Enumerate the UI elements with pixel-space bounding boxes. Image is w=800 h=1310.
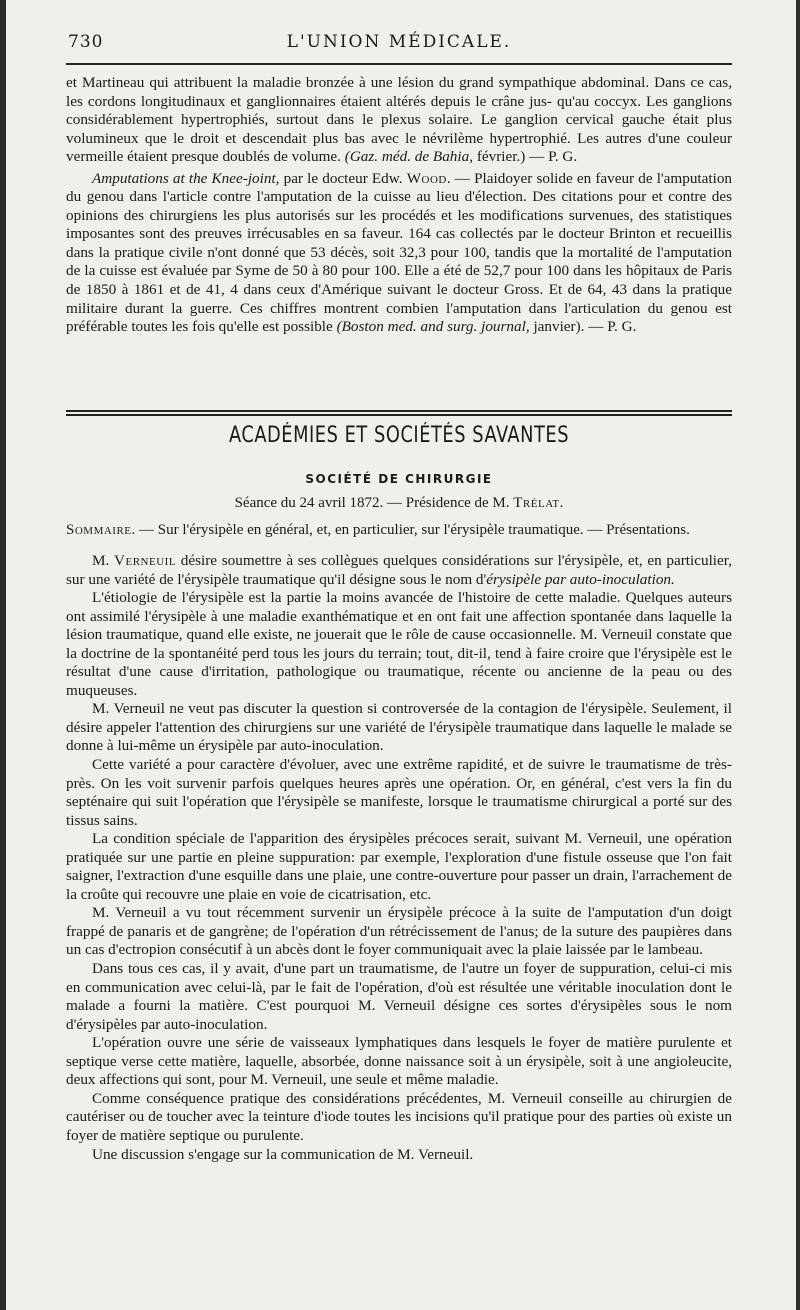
page-header <box>66 32 732 58</box>
citation-source: (Gaz. méd. de Bahia, <box>344 148 474 166</box>
report-paragraph: Cette variété a pour caractère d'évoluer, avec une extrême rapidité, et de suivre le traumatisme de très-près. On les voit survenir parfois quelques heures après une opération. Or, en général, c'est vers la fin du septénaire qui suit l'opération que l'érysipèle se manifeste, lorsque le traumatisme chirurgical a porté sur des tissus sains. <box>66 756 732 829</box>
text-line: qu'au coccyx. Les ganglions considérablement hypertrophiés, surtout dans le plexus solaire. <box>66 92 733 129</box>
page-number: 730 <box>68 32 104 52</box>
speaker-prefix: M. <box>92 552 115 569</box>
seance-line <box>66 495 732 512</box>
society-heading: SOCIÉTÉ DE CHIRURGIE <box>305 472 493 486</box>
text-line: Le ganglion cervical gauche était plus volumineux que le droit et descendait plus bas avec le <box>66 111 733 147</box>
section-divider <box>66 410 732 416</box>
article-text: . — Plaidoyer solide en faveur de l'amputation du genou dans l'article contre l'amputation de la cuisse au lieu d'élection. Des citations pour et contre des opinions des chirurgiens les plus autorisés sur les procédés et les modifications survenues, des statistiques imposantes sont des preuves irrécusables en sa faveur. 164 cas collectés par le docteur Brinton et recueillis dans la pratique civile n'ont donné que 53 décès, soit 32,3 pour 100, tandis que la mortalité de l'amputation de la cuisse est évaluée par Syme de 50 à 80 pour 100. Elle a été de 52,7 pour 100 dans les hôpitaux de Paris de 1850 à 1861 et de 41, 4 dans ceux d'Amérique suivant le docteur Gross. Et de 64, 43 dans la pratique militaire durant la guerre. Ces chiffres montrent combien l'amputation dans l'articulation du genou est préférable toutes les fois qu'elle est possible <box>66 169 733 336</box>
author-name: Wood <box>406 169 447 187</box>
term: érysipèle par auto-inoculation. <box>486 570 675 588</box>
sommaire-text: . — Sur l'érysipèle en général, et, en particulier, sur l'érysipèle traumatique. — Présentations. <box>131 522 690 538</box>
running-title: L'UNION MÉDICALE. <box>286 32 512 52</box>
text-line: Dans ce cas, les cordons longitudinaux et ganglionnaires étaient altérés depuis le crâne jus- <box>66 74 732 110</box>
report-paragraph: L'opération ouvre une série de vaisseaux lymphatiques dans lesquels le foyer de matière purulente et septique verse cette matière, laquelle, absorbée, donne naissance soit à un érysipèle, soit à une angioleucite, deux affections qui sont, pour M. Verneuil, une seule et même maladie. <box>66 1034 732 1089</box>
text-line: névrilème hypertrophié. Les autres d'une couleur vermeille étaient presque doublés de volume. <box>66 129 732 166</box>
citation-date: février.) — P. G. <box>473 148 578 166</box>
report-body <box>66 552 732 1164</box>
president-name: Trélat <box>513 495 560 511</box>
report-paragraph: Comme conséquence pratique des considérations précédentes, M. Verneuil conseille au chirurgien de cautériser ou de toucher avec la teinture d'iode toutes les incisions qu'il pratique pour des parties où existe un foyer de matière septique ou purulente. <box>66 1089 732 1144</box>
section-title: ACADÉMIES ET SOCIÉTÉS SAVANTES <box>228 423 570 448</box>
report-paragraph: M. Verneuil ne veut pas discuter la question si controversée de la contagion de l'érysipèle. Seulement, il désire appeler l'attention des chirurgiens sur une variété de l'érysipèle traumatique dans laquelle le malade se donne à lui-même un érysipèle par auto-inoculation. <box>66 700 732 755</box>
seance-text: Séance du 24 avril 1872. — Présidence de M. <box>234 495 514 511</box>
byline: par le docteur Edw. <box>279 169 407 187</box>
seance-end: . <box>559 495 564 511</box>
article-paragraph <box>66 74 732 167</box>
citation-source: (Boston med. and surg. journal, <box>336 318 530 336</box>
report-paragraph: M. Verneuil a vu tout récemment survenir un érysipèle précoce à la suite de l'amputation d'un doigt frappé de panaris et de gangrène; de l'opération d'un rétrécissement de l'anus; de la suture des paupières dans un cas d'ectropion consécutif à un abcès dont le foyer communiquait avec la plaie laissée par le lambeau. <box>66 904 732 959</box>
sommaire-label: Sommaire <box>66 522 132 538</box>
report-paragraph: L'étiologie de l'érysipèle est la partie la moins avancée de l'histoire de cette maladie. Quelques auteurs ont assimilé l'érysipèle à une maladie exanthématique et en ont fait une affection spontanée dans laquelle la lésion traumatique, quand elle existe, ne jouerait que le rôle de cause occasionnelle. M. Verneuil constate que la doctrine de la spontanéité perd tous les jours du terrain; tout, dit-il, tend à faire croire que l'érysipèle est le résultat d'une cause d'irritation, pathologique ou traumatique, récente ou ancienne de la peau ou des muqueuses. <box>66 589 732 699</box>
speaker-name: Verneuil <box>114 552 177 569</box>
report-paragraph: La condition spéciale de l'apparition des érysipèles précoces serait, suivant M. Verneuil, une opération pratiquée sur une partie en pleine suppuration: par exemple, l'exploration d'une fistule osseuse que l'on fait saigner, l'extraction d'une esquille dans une plaie, une contre-ouverture pour passer un drain, l'arrachement de la croûte qui recouvre une plaie en voie de cicatrisation, etc. <box>66 830 732 903</box>
report-paragraph: Dans tous ces cas, il y avait, d'une part un traumatisme, de l'autre un foyer de suppuration, celui-ci mis en communication avec celui-là, par le fait de l'opération, d'où est résultée une véritable inoculation dont le malade a fourni la matière. C'est pourquoi M. Verneuil désigne ces sortes d'érysipèles sous le nom d'érysipèles par auto-inoculation. <box>66 960 732 1033</box>
header-rule <box>66 63 732 65</box>
text-line: et Martineau qui attribuent la maladie bronzée à une lésion du grand sympathique abdominal. <box>66 74 650 91</box>
review-section <box>66 74 732 337</box>
report-paragraph: Une discussion s'engage sur la communication de M. Verneuil. <box>92 1145 474 1163</box>
sommaire-line <box>66 522 732 539</box>
paragraph-text: désire soumettre à ses collègues quelques considérations sur l'érysipèle, et, en particulier, sur une variété de l'érysipèle traumatique qu'il désigne sous le nom d' <box>66 552 732 588</box>
article-title: Amputations at the Knee-joint, <box>92 169 280 187</box>
citation-date: janvier). — P. G. <box>529 318 637 336</box>
article-paragraph <box>66 170 732 337</box>
report-paragraph <box>66 552 732 589</box>
